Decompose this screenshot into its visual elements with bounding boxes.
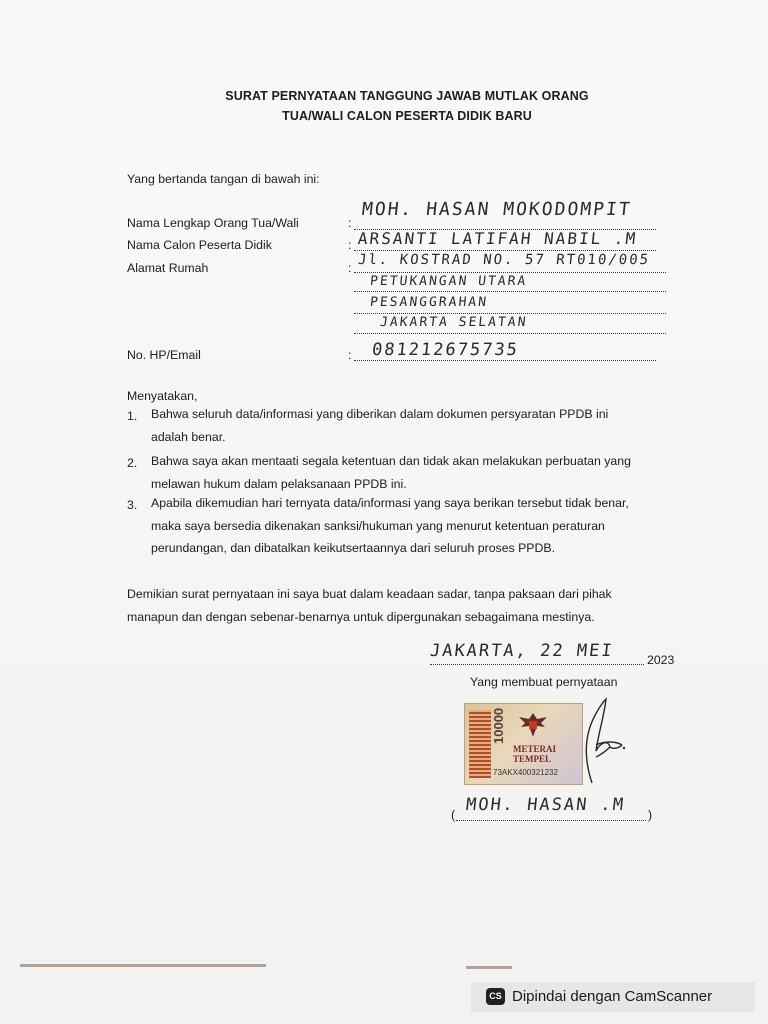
dotted-line: [354, 250, 656, 251]
colon: :: [348, 348, 352, 362]
colon: :: [348, 261, 352, 275]
parent-name-value: MOH. HASAN MOKODOMPIT: [360, 199, 633, 220]
scan-edge-mark: [466, 966, 512, 969]
signature-scribble-icon: [560, 695, 632, 785]
statement-number: 2.: [127, 456, 138, 470]
dotted-line: [354, 272, 666, 273]
date-year: 2023: [647, 653, 675, 667]
document-title-line2: TUA/WALI CALON PESERTA DIDIK BARU: [282, 109, 532, 123]
stamp-value: 10000: [491, 707, 506, 744]
stamp-label-line: METERAI: [513, 744, 557, 754]
dotted-line: [430, 664, 644, 665]
statement-line: maka saya bersedia dikenakan sanksi/hukuman yang menurut ketentuan peraturan: [151, 518, 605, 533]
stamp-label-line: TEMPEL: [513, 754, 552, 764]
phone-value: 081212675735: [370, 340, 520, 360]
statement-item: [151, 403, 688, 448]
statement-line: perundangan, dan dibatalkan keikutsertaannya dari seluruh proses PPDB.: [151, 541, 556, 555]
address-line4-value: JAKARTA SELATAN: [379, 315, 529, 330]
statement-heading: Menyatakan,: [127, 389, 198, 403]
stamp-hologram-strip: [469, 710, 491, 778]
statement-number: 3.: [127, 498, 138, 512]
statement-number: 1.: [127, 409, 138, 423]
signer-name-handwritten: MOH. HASAN .M: [464, 795, 627, 815]
intro-text: Yang bertanda tangan di bawah ini:: [127, 172, 320, 186]
stamp-serial: 73AKX400321232: [493, 768, 558, 777]
address-line3-value: PESANGGRAHAN: [369, 295, 489, 310]
address-line1-value: Jl. KOSTRAD NO. 57 RT010/005: [357, 252, 651, 268]
statement-item: [151, 450, 688, 495]
statement-line: melawan hukum dalam pelaksanaan PPDB ini.: [151, 476, 407, 491]
colon: :: [348, 238, 352, 252]
colon: :: [348, 216, 352, 230]
paren-close: ): [648, 808, 653, 822]
dotted-line: [354, 360, 656, 361]
statement-line: Apabila dikemudian hari ternyata data/informasi yang saya berikan tersebut tidak benar,: [151, 496, 629, 510]
phone-label: No. HP/Email: [127, 348, 201, 362]
address-label: Alamat Rumah: [127, 261, 209, 275]
student-name-value: ARSANTI LATIFAH NABIL .M: [357, 229, 639, 248]
closing-line: Demikian surat pernyataan ini saya buat dalam keadaan sadar, tanpa paksaan dari pihak: [127, 587, 612, 601]
scan-edge-mark: [20, 964, 266, 967]
dotted-line: [354, 291, 666, 292]
student-name-label: Nama Calon Peserta Didik: [127, 238, 272, 252]
dotted-line: [456, 820, 646, 821]
closing-line: manapun dan dengan sebenar-benarnya untuk dipergunakan sebagaimana mestinya.: [127, 609, 595, 624]
place-date-handwritten: JAKARTA, 22 MEI: [428, 641, 615, 661]
statement-line: adalah benar.: [151, 429, 226, 444]
parent-name-label: Nama Lengkap Orang Tua/Wali: [127, 216, 299, 230]
statement-item: [151, 492, 688, 560]
camscanner-icon: CS: [486, 988, 505, 1005]
closing-paragraph: [127, 583, 688, 628]
scanner-footer-text: Dipindai dengan CamScanner: [512, 988, 713, 1005]
statement-line: Bahwa saya akan mentaati segala ketentuan dan tidak akan melakukan perbuatan yang: [151, 454, 631, 468]
statement-line: Bahwa seluruh data/informasi yang diberikan dalam dokumen persyaratan PPDB ini: [151, 407, 609, 421]
dotted-line: [354, 333, 666, 334]
signer-caption: Yang membuat pernyataan: [470, 675, 618, 689]
document-title-line1: SURAT PERNYATAAN TANGGUNG JAWAB MUTLAK ORANG: [225, 89, 589, 103]
dotted-line: [354, 313, 666, 314]
paren-open: (: [451, 808, 456, 822]
address-line2-value: PETUKANGAN UTARA: [369, 274, 529, 289]
stamp-label: [513, 744, 556, 764]
garuda-emblem-icon: [515, 709, 551, 741]
